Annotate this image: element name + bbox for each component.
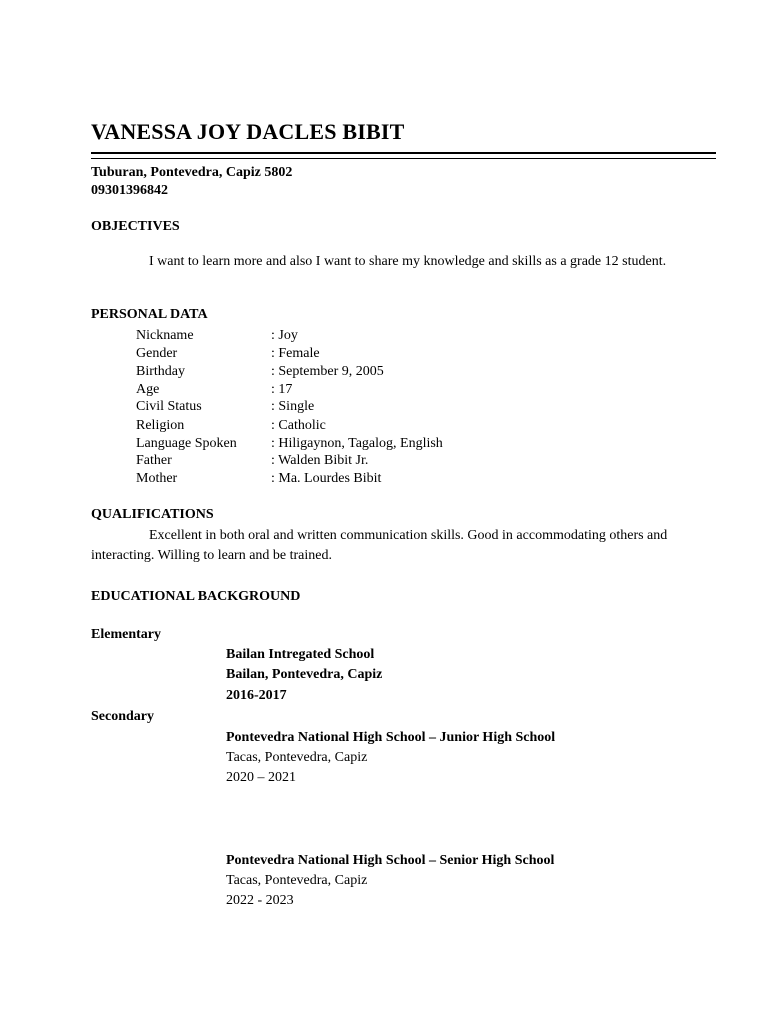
- qualifications-paragraph: [91, 526, 681, 566]
- personal-data-value: : Ma. Lourdes Bibit: [271, 471, 382, 486]
- personal-data-label: Age: [136, 382, 160, 397]
- elementary-school: Bailan Intregated School: [226, 647, 375, 662]
- personal-data-label: Nickname: [136, 328, 194, 343]
- personal-data-value: : Female: [271, 346, 320, 361]
- objectives-text: I want to learn more and also I want to share my knowledge and skills as a grade 12 student.: [149, 254, 667, 269]
- applicant-name: VANESSA JOY DACLES BIBIT: [91, 119, 405, 144]
- personal-data-value: : 17: [271, 382, 293, 397]
- personal-data-value: : Walden Bibit Jr.: [271, 453, 369, 468]
- header-rule-thin: [91, 158, 716, 159]
- junior-high-school: Pontevedra National High School – Junior High School: [226, 730, 556, 745]
- personal-data-label: Mother: [136, 471, 178, 486]
- personal-data-label: Civil Status: [136, 399, 202, 414]
- elementary-location: Bailan, Pontevedra, Capiz: [226, 667, 383, 682]
- junior-high-years: 2020 – 2021: [226, 770, 296, 785]
- personal-data-label: Gender: [136, 346, 178, 361]
- elementary-label: Elementary: [91, 627, 161, 642]
- personal-data-label: Language Spoken: [136, 436, 237, 451]
- personal-data-value: : Single: [271, 399, 315, 414]
- contact-address: Tuburan, Pontevedra, Capiz 5802: [91, 165, 293, 180]
- senior-high-school: Pontevedra National High School – Senior High School: [226, 853, 555, 868]
- objectives-paragraph: [91, 252, 681, 272]
- personal-data-heading: PERSONAL DATA: [91, 307, 208, 322]
- personal-data-value: : Joy: [271, 328, 298, 343]
- personal-data-label: Birthday: [136, 364, 185, 379]
- personal-data-label: Father: [136, 453, 172, 468]
- secondary-label: Secondary: [91, 709, 154, 724]
- senior-high-years: 2022 - 2023: [226, 893, 294, 908]
- objectives-heading: OBJECTIVES: [91, 219, 180, 234]
- personal-data-value: : Catholic: [271, 418, 326, 433]
- education-heading: EDUCATIONAL BACKGROUND: [91, 589, 301, 604]
- personal-data-label: Religion: [136, 418, 185, 433]
- elementary-years: 2016-2017: [226, 688, 287, 703]
- personal-data-value: : September 9, 2005: [271, 364, 384, 379]
- junior-high-location: Tacas, Pontevedra, Capiz: [226, 750, 368, 765]
- header-rule-thick: [91, 152, 716, 154]
- senior-high-location: Tacas, Pontevedra, Capiz: [226, 873, 368, 888]
- personal-data-value: : Hiligaynon, Tagalog, English: [271, 436, 443, 451]
- qualifications-heading: QUALIFICATIONS: [91, 507, 214, 522]
- qualifications-text: Excellent in both oral and written communication skills. Good in accommodating others and interacting. Willing to learn and be trained.: [91, 528, 668, 563]
- contact-phone: 09301396842: [91, 183, 168, 198]
